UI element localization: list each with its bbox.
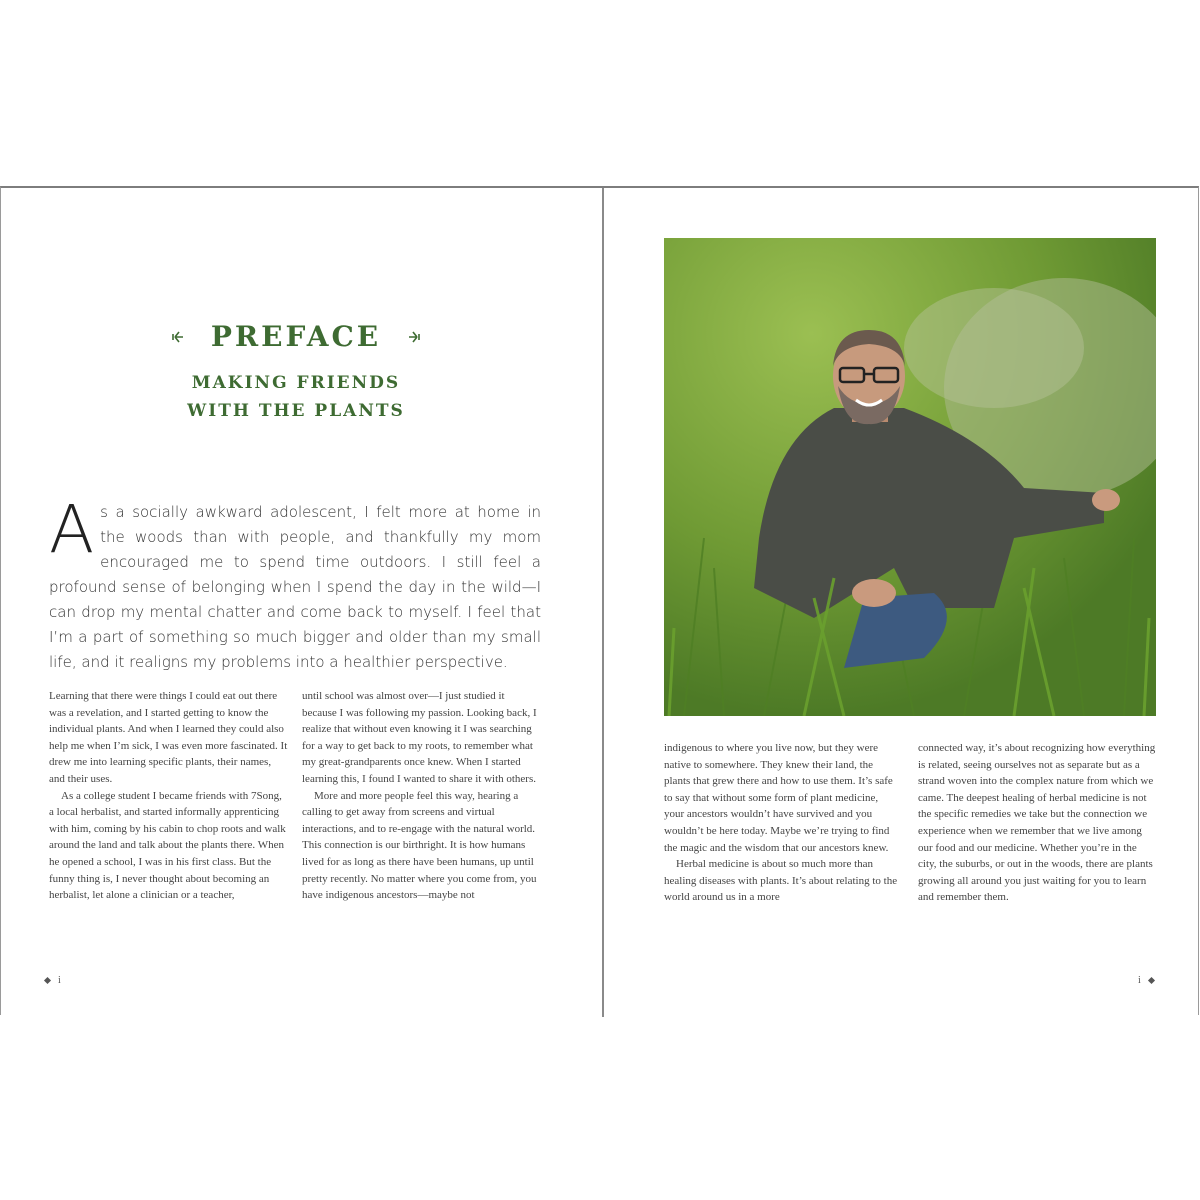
lead-text: s a socially awkward adolescent, I felt more at home in the woods than with people, and thankfully my mom encouraged me to spend time outdoors. I still feel a profound sense of belonging when I spend the day in the wild—I can drop my mental chatter and come back to myself. I feel that I’m a part of something so much bigger and older than my small life, and it realigns my problems into a healthier perspective. xyxy=(49,503,541,671)
left-page xyxy=(1,188,601,1017)
paragraph: More and more people feel this way, hearing a calling to get away from screens and virtual interactions, and to re-engage with the natural world. This connection is our birthright. It is how humans lived for as long as there have been humans, up until pretty recently. No matter where you come from, you have indigenous ancestors—maybe not xyxy=(302,789,537,902)
drop-cap: A xyxy=(49,491,95,568)
folio-diamond-icon xyxy=(1148,977,1155,984)
folio-diamond-icon xyxy=(44,977,51,984)
photo-of-herbalist-in-meadow-icon xyxy=(664,238,1156,716)
book-spread xyxy=(0,186,1199,1015)
chapter-heading xyxy=(151,320,441,425)
paragraph: connected way, it’s about recognizing how everything is related, seeing ourselves not as separate but as a strand woven into the complex nature from which we came. The deepest healing of herbal medicine is not the specific remedies we take but the connection we experience when we remember that we live among our food and our medicine. Whether you’re in the city, the suburbs, or out in the woods, there are plants growing all around you just waiting for you to learn and remember them. xyxy=(918,742,1156,904)
paragraph: indigenous to where you live now, but they were native to somewhere. They knew their land, the plants that grew there and how to use them. It’s safe to say that without some form of plant medicine, your ancestors wouldn’t have survived and you wouldn’t be here today. Maybe we’re trying to find the magic and the wisdom that our ancestors knew. xyxy=(664,742,893,854)
chapter-subtitle xyxy=(151,369,441,425)
folio-left xyxy=(45,975,61,986)
paragraph: As a college student I became friends with 7Song, a local herbalist, and started informally apprenticing with him, coming by his cabin to chop roots and walk around the land and talk about the plants there. When he opened a school, I was in his first class. But the funny thing is, I never thought about becoming an herbalist, let alone a clinician or a teacher, xyxy=(49,789,286,902)
folio-right xyxy=(1138,975,1154,986)
page-number: i xyxy=(1138,975,1141,986)
paragraph: until school was almost over—I just studied it because I was following my passion. Looking back, I realize that without even knowing it I was searching for a way to get back to my roots, to remember what my great-grandparents once knew. When I started learning this, I found I wanted to share it with others. xyxy=(302,690,537,785)
leaf-ornament-left-icon xyxy=(171,329,185,345)
paragraph: Herbal medicine is about so much more than healing diseases with plants. It’s about relating to the world around us in a more xyxy=(664,858,898,904)
left-column-2 xyxy=(302,688,542,904)
page-number: i xyxy=(58,975,61,986)
subtitle-line-1: MAKING FRIENDS xyxy=(191,373,401,393)
left-column-1 xyxy=(49,688,289,904)
chapter-title: PREFACE xyxy=(210,320,382,353)
title-row xyxy=(151,320,441,353)
leaf-ornament-right-icon xyxy=(407,329,421,345)
right-column-2 xyxy=(918,740,1158,906)
lead-paragraph xyxy=(49,491,541,675)
paragraph: Learning that there were things I could eat out there was a revelation, and I started getting to know the individual plants. And when I learned they could also help me when I’m sick, I was even more fascinated. It drew me into learning specific plants, their names, and their uses. xyxy=(49,690,288,785)
right-page xyxy=(604,188,1198,1017)
right-column-1 xyxy=(664,740,900,906)
subtitle-line-2: WITH THE PLANTS xyxy=(187,401,405,421)
